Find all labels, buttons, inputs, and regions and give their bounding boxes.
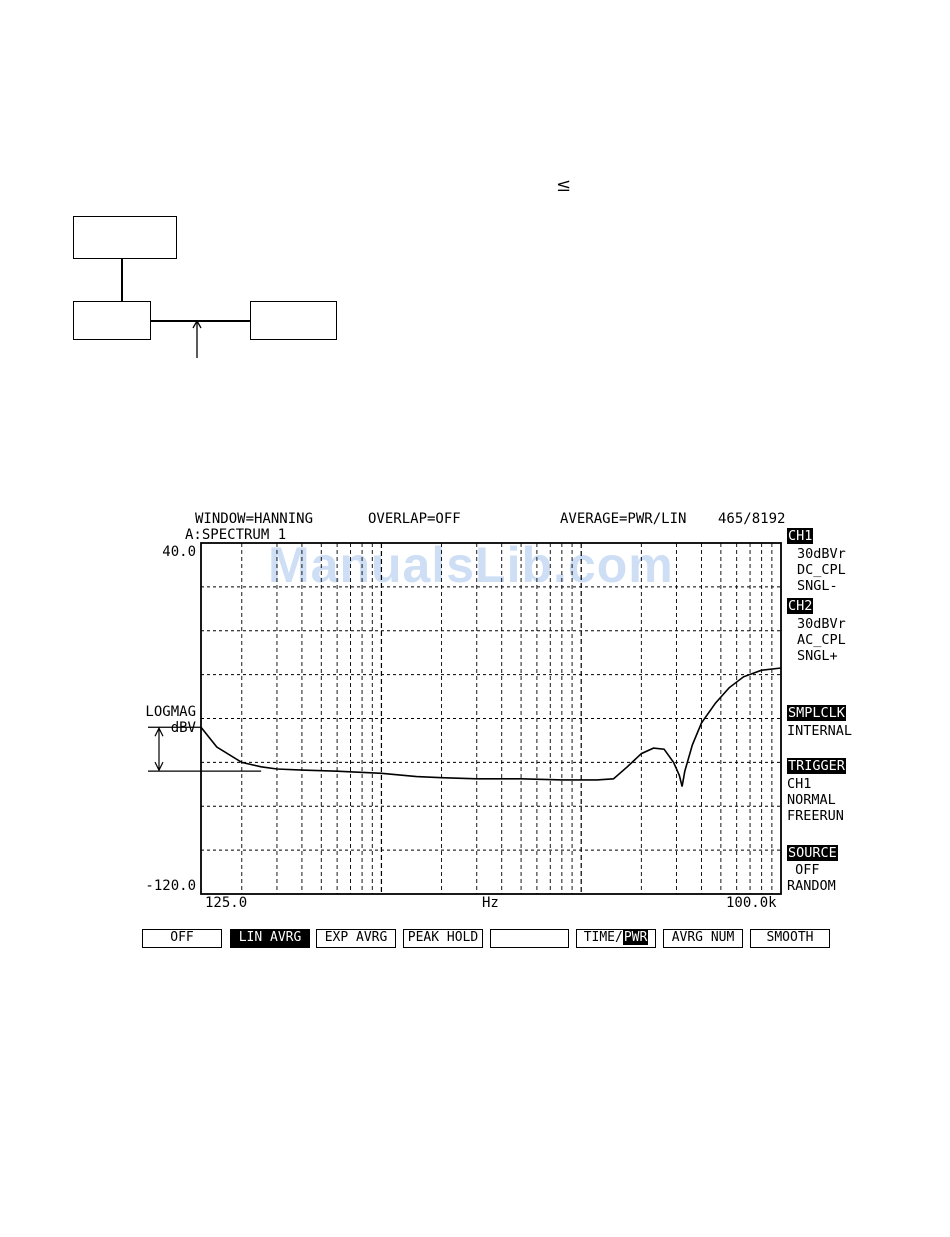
softkey-lin-avrg[interactable]: LIN AVRG	[230, 929, 310, 948]
softkey-time-pwr[interactable]	[576, 929, 656, 948]
level-annotation	[148, 727, 261, 771]
softkey-time-pwr-label: TIME/PWR	[583, 930, 648, 945]
softkey-blank[interactable]	[490, 929, 569, 948]
block-left	[73, 301, 151, 340]
softkey-exp-avrg[interactable]: EXP AVRG	[316, 929, 396, 948]
y-tick-top: 40.0	[162, 544, 196, 560]
header-window: WINDOW=HANNING	[195, 511, 314, 527]
spectrum-trace	[201, 668, 781, 787]
source-settings: OFF RANDOM	[787, 862, 836, 894]
connector-vertical	[121, 259, 123, 301]
ch1-settings: 30dBVr DC_CPL SNGL-	[797, 546, 846, 594]
header-average: AVERAGE=PWR/LIN	[560, 511, 687, 527]
x-axis-label: Hz	[482, 895, 499, 911]
block-top	[73, 216, 177, 259]
softkey-peak-hold[interactable]: PEAK HOLD	[403, 929, 483, 948]
ch1-title: CH1	[788, 528, 813, 544]
header-count: 465/8192	[718, 511, 786, 527]
x-tick-right: 100.0k	[726, 895, 777, 911]
trigger-title: TRIGGER	[788, 758, 845, 774]
softkey-smooth[interactable]: SMOOTH	[750, 929, 830, 948]
x-tick-left: 125.0	[205, 895, 248, 911]
header-overlap: OVERLAP=OFF	[368, 511, 461, 527]
trigger-settings: CH1 NORMAL FREERUN	[787, 776, 844, 824]
smplclk-settings: INTERNAL	[787, 723, 853, 739]
trace-title: A:SPECTRUM 1	[185, 527, 287, 543]
y-tick-bottom: -120.0	[145, 878, 196, 894]
grid	[201, 543, 781, 894]
ch2-title: CH2	[788, 598, 813, 614]
softkey-bar	[142, 929, 834, 949]
ch2-settings: 30dBVr AC_CPL SNGL+	[797, 616, 846, 664]
source-title: SOURCE	[788, 845, 837, 861]
softkey-off[interactable]: OFF	[142, 929, 222, 948]
block-right	[250, 301, 337, 340]
less-equal-symbol: ≤	[556, 175, 572, 196]
smplclk-title: SMPLCLK	[788, 705, 845, 721]
y-axis-label: LOGMAG dBV	[145, 704, 196, 736]
probe-arrow-icon	[190, 318, 204, 358]
watermark: ManualsLib.com	[268, 537, 674, 593]
spectrum-plot	[140, 540, 790, 900]
softkey-avrg-num[interactable]: AVRG NUM	[663, 929, 743, 948]
